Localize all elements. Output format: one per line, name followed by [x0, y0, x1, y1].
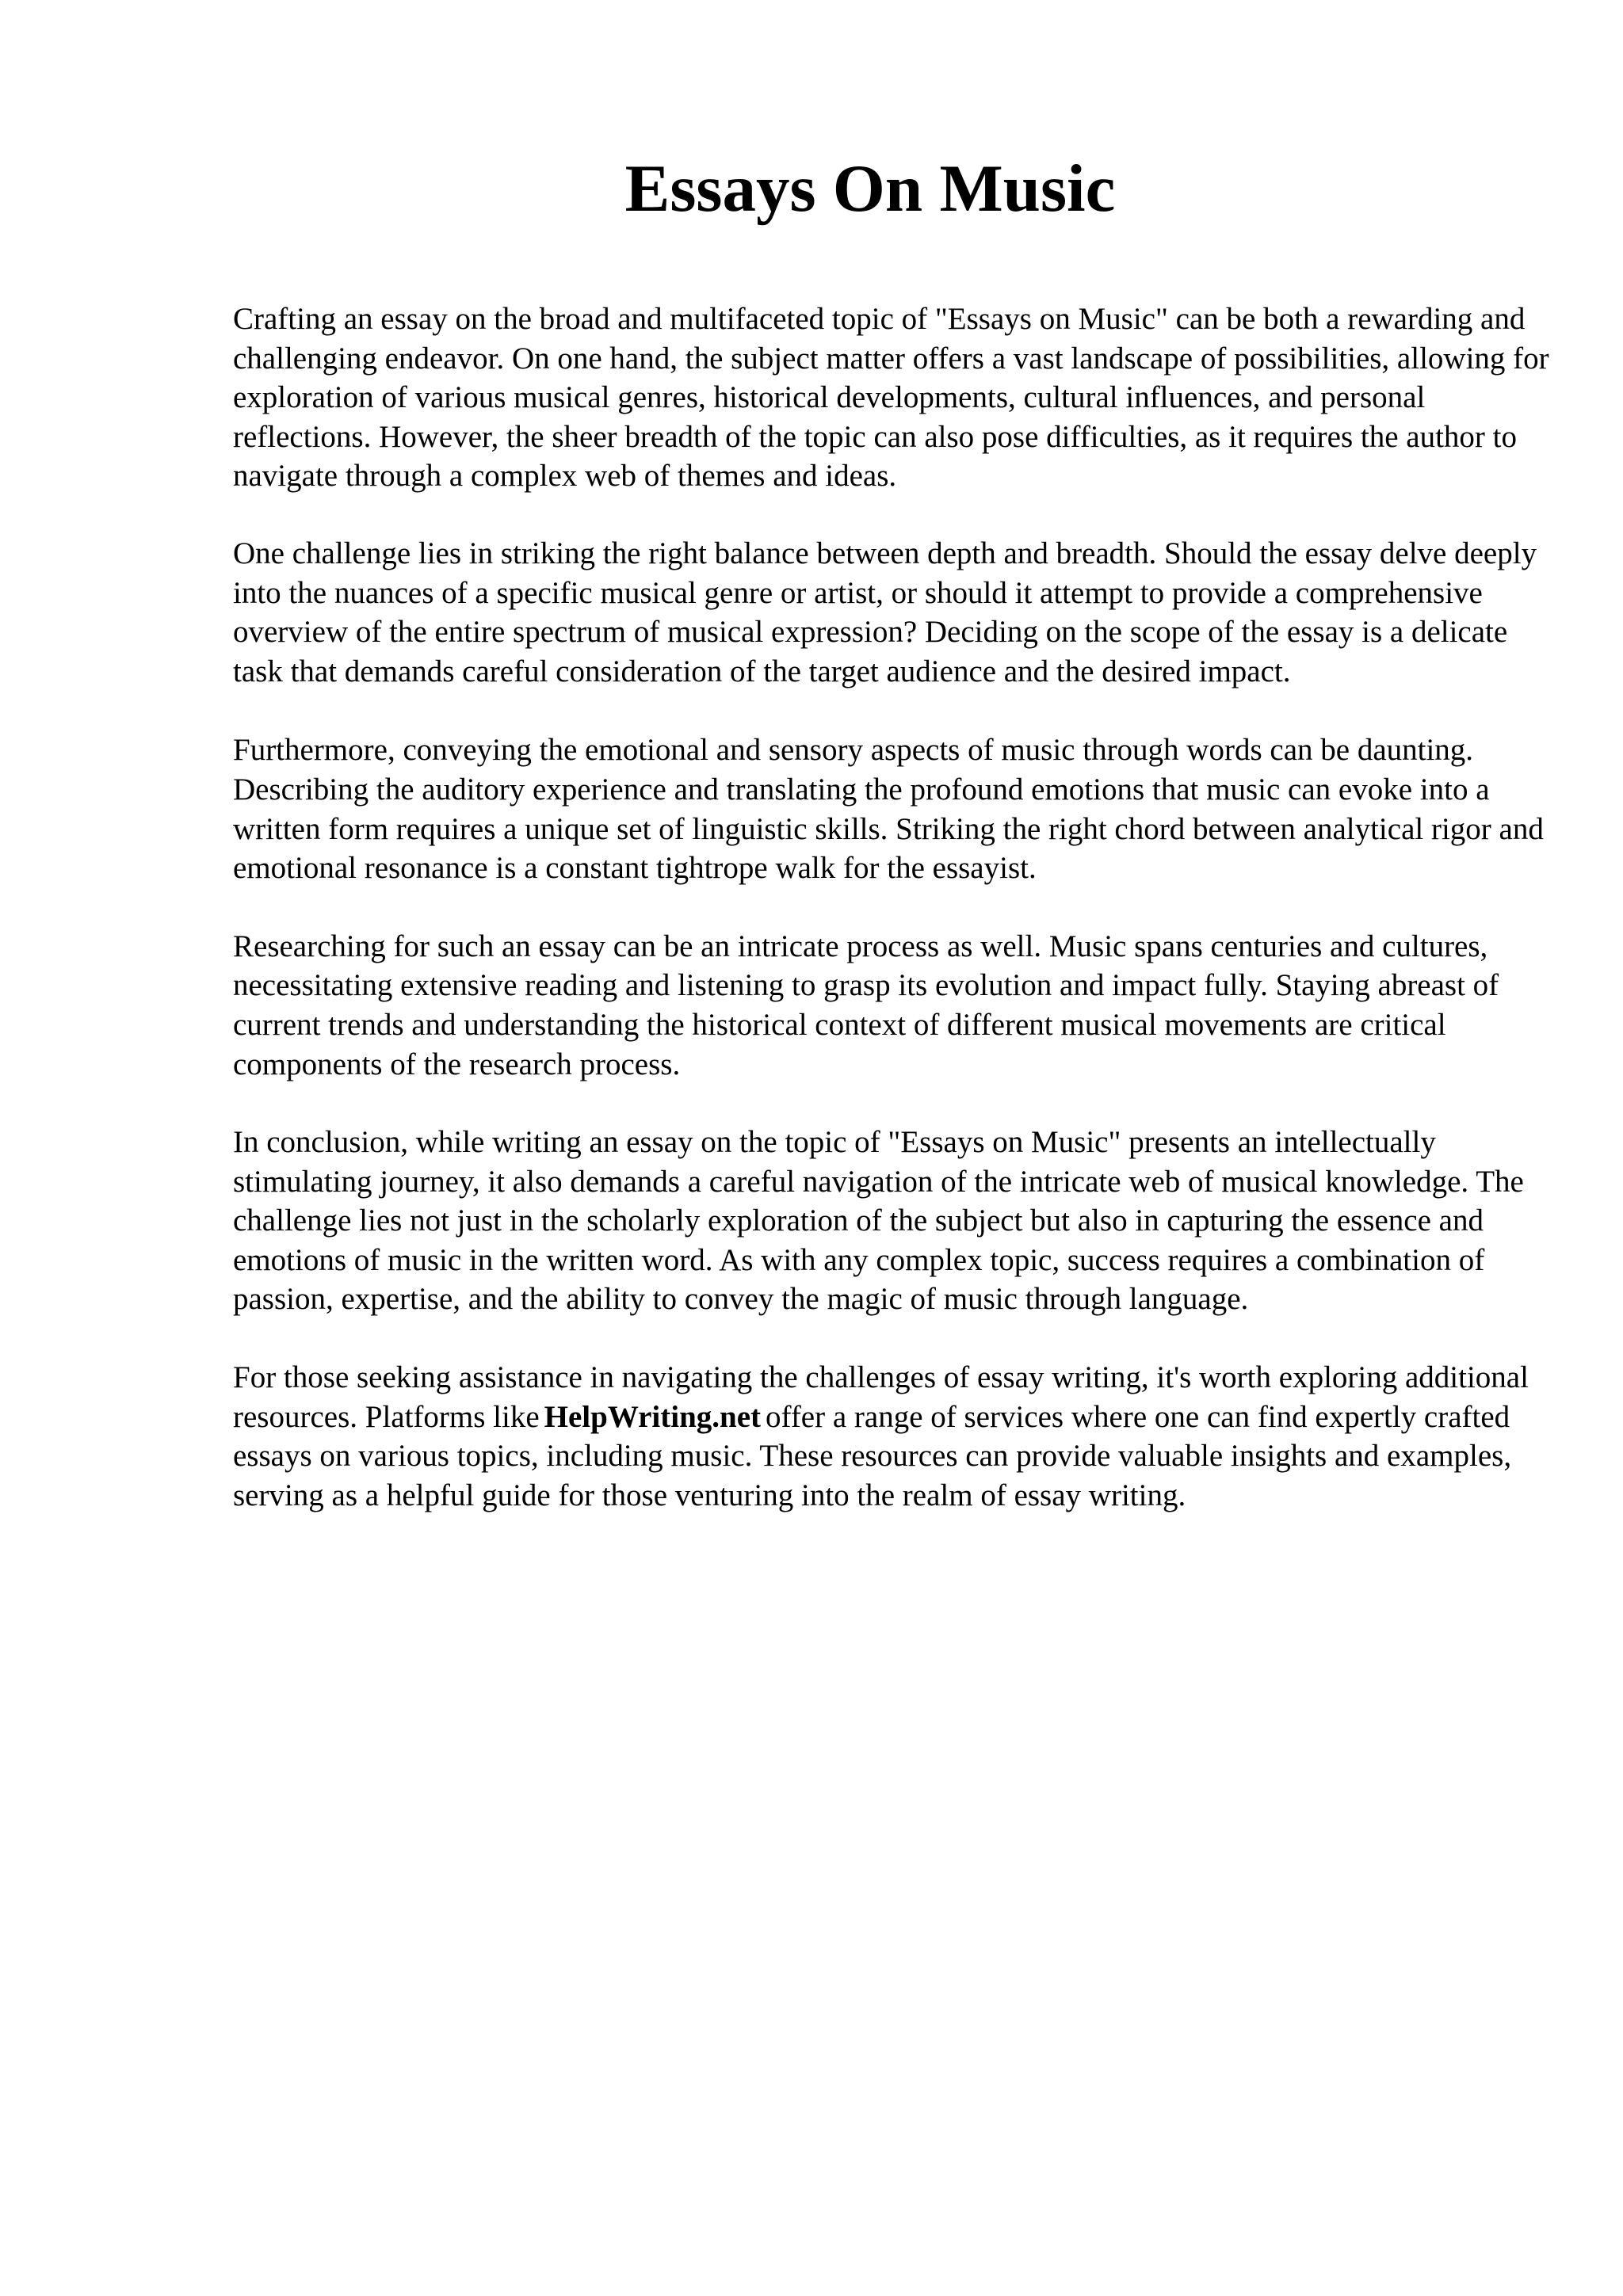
- paragraph-3: Furthermore, conveying the emotional and sensory aspects of music through words can be daunting. Describing the auditory experience and translating the profound emotions that music can evoke into a written form requires a unique set of linguistic skills. Striking the right chord between analytical rigor and emotional resonance is a constant tightrope walk for the essayist.: [233, 733, 1544, 886]
- page-title: Essays On Music: [624, 151, 1116, 226]
- essay-body: [233, 299, 1564, 1549]
- helpwriting-link[interactable]: HelpWriting.net: [544, 1399, 762, 1434]
- paragraph-6-before-link: For those seeking assistance in navigating the challenges of essay writing, it's worth exploring additional resources. Platforms like: [233, 1360, 1529, 1434]
- paragraph-2: One challenge lies in striking the right balance between depth and breadth. Should the essay delve deeply into the nuances of a specific musical genre or artist, or should it attempt to provide a comprehensive overview of the entire spectrum of musical expression? Deciding on the scope of the essay is a delicate task that demands careful consideration of the target audience and the desired impact.: [233, 536, 1537, 688]
- paragraph-6: [233, 1358, 1564, 1515]
- paragraph-6-after-link: offer a range of services where one can find expertly crafted essays on various topics, including music. These resources can provide valuable insights and examples, serving as a helpful guide for those venturing into the realm of essay writing.: [233, 1399, 1512, 1512]
- paragraph-4: Researching for such an essay can be an intricate process as well. Music spans centuries and cultures, necessitating extensive reading and listening to grasp its evolution and impact fully. Staying abreast of current trends and understanding the historical context of different musical movements are critical components of the research process.: [233, 929, 1499, 1081]
- paragraph-1: Crafting an essay on the broad and multifaceted topic of "Essays on Music" can be both a rewarding and challenging endeavor. On one hand, the subject matter offers a vast landscape of possibilities, allowing for exploration of various musical genres, historical developments, cultural influences, and personal reflections. However, the sheer breadth of the topic can also pose difficulties, as it requires the author to navigate through a complex web of themes and ideas.: [233, 302, 1549, 494]
- paragraph-5: In conclusion, while writing an essay on the topic of "Essays on Music" presents an intellectually stimulating journey, it also demands a careful navigation of the intricate web of musical knowledge. The challenge lies not just in the scholarly exploration of the subject but also in capturing the essence and emotions of music in the written word. As with any complex topic, success requires a combination of passion, expertise, and the ability to convey the magic of music through language.: [233, 1125, 1524, 1317]
